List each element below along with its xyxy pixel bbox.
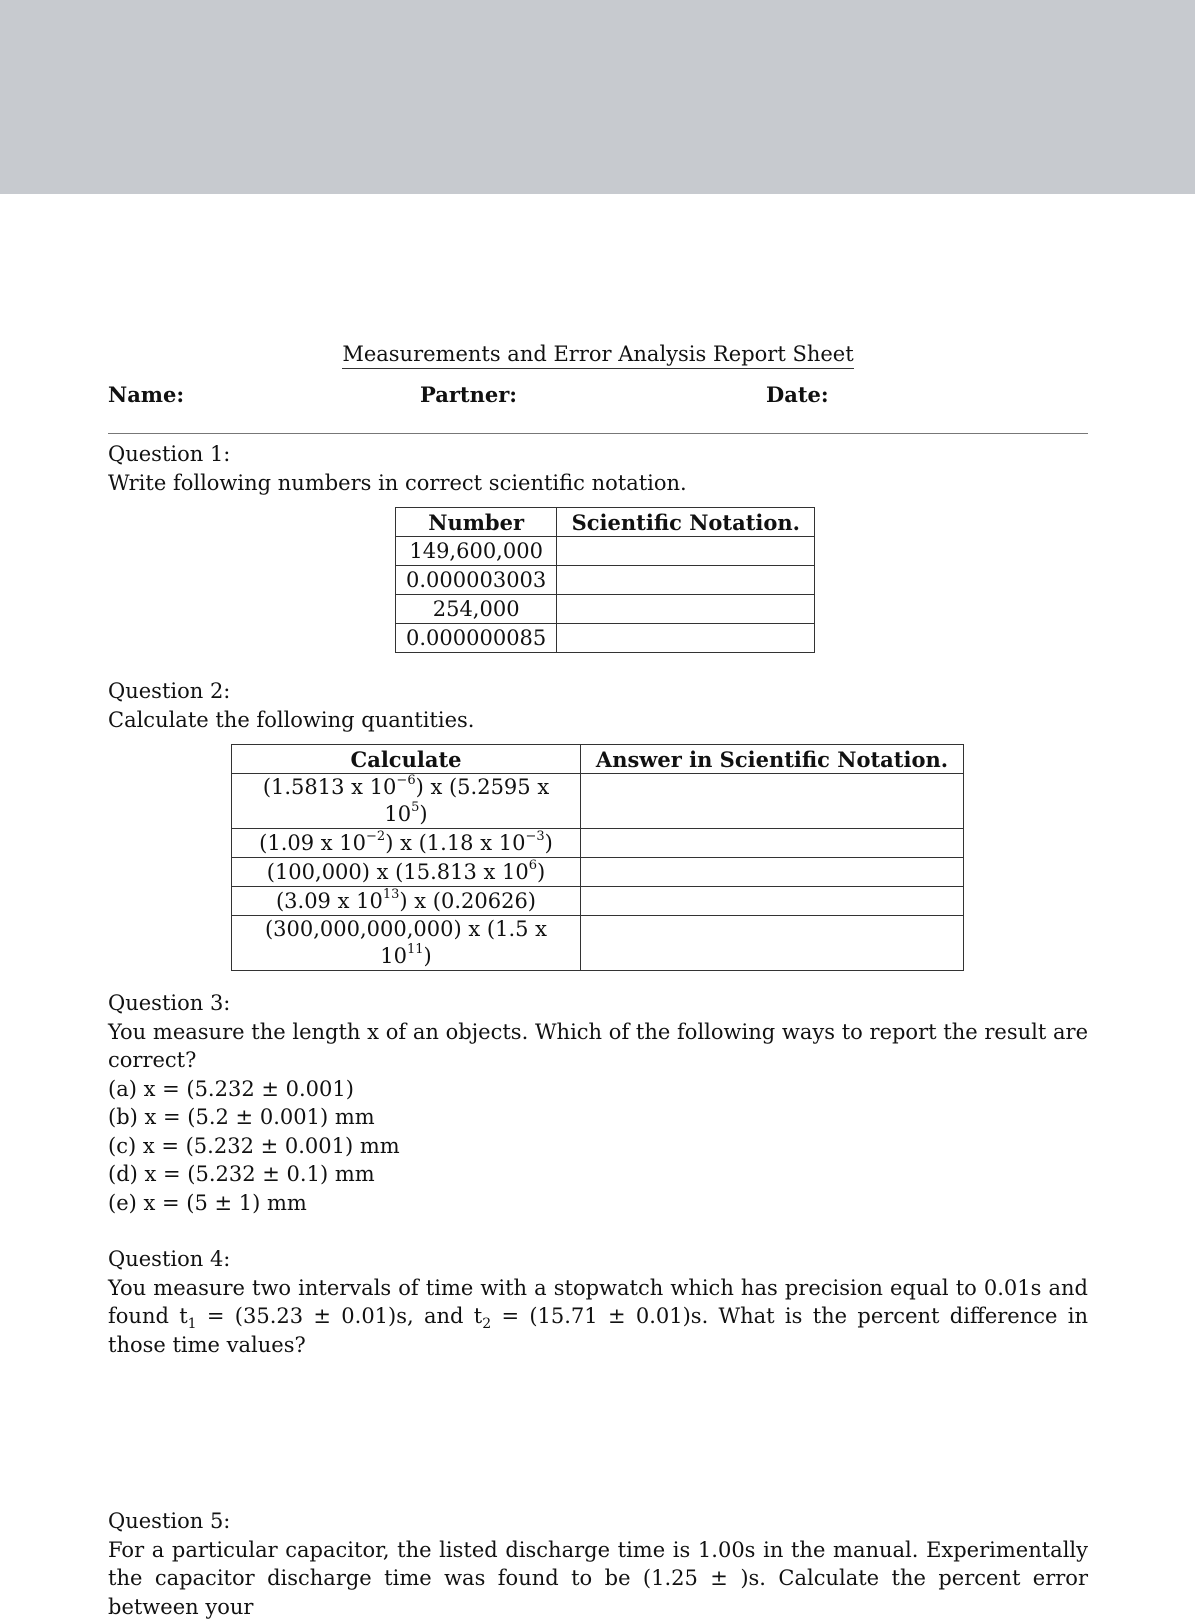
name-label: Name: [108, 381, 184, 410]
q4-text: You measure two intervals of time with a stopwatch which has precision equal to 0.01s and found $t_1 = (35.23 \pm 0.01)s$, and $t_2 = (15.71 \pm 0.01)s$. What is the percent difference in those time values? [108, 1274, 1088, 1360]
column-header-number: Number [396, 508, 557, 537]
top-gray-band [0, 0, 1195, 194]
number-cell: 0.000003003 [396, 566, 557, 595]
table-row [232, 887, 964, 916]
partner-label: Partner: [420, 381, 517, 410]
answer-cell [581, 774, 964, 829]
table-row [232, 829, 964, 858]
table-row [232, 858, 964, 887]
table-row [396, 595, 815, 624]
table-row [396, 624, 815, 653]
q3-option-e: (e) x = (5 ± 1) mm [108, 1189, 1088, 1218]
column-header-answer: Answer in Scientific Notation. [581, 745, 964, 774]
expression-cell: (300,000,000,000) x (1.5 x $10^{11}$) [232, 916, 581, 971]
answer-cell [581, 887, 964, 916]
page-title: Measurements and Error Analysis Report Sheet [108, 340, 1088, 369]
answer-cell [581, 829, 964, 858]
q3-prompt: You measure the length x of an objects. Which of the following ways to report the result are correct? [108, 1018, 1088, 1075]
table-row [232, 916, 964, 971]
table-header-row [396, 508, 815, 537]
q1-prompt: Write following numbers in correct scientific notation. [108, 469, 1088, 498]
q3-option-a: (a) x = (5.232 ± 0.001) [108, 1075, 1088, 1104]
expression-cell: (1.5813 x $10^{-6}$) x (5.2595 x $10^5$) [232, 774, 581, 829]
date-label: Date: [766, 381, 829, 410]
q1-heading: Question 1: [108, 440, 1088, 469]
q4-heading: Question 4: [108, 1245, 1088, 1274]
q5-text: For a particular capacitor, the listed discharge time is 1.00s in the manual. Experimentally the capacitor discharge time was found to be (1.25 ± )s. Calculate the percent error between your [108, 1536, 1088, 1621]
table-row [396, 537, 815, 566]
answer-cell [557, 537, 815, 566]
q3-option-d: (d) x = (5.232 ± 0.1) mm [108, 1160, 1088, 1189]
column-header-calculate: Calculate [232, 745, 581, 774]
table-header-row [232, 745, 964, 774]
header-fields [108, 381, 1088, 415]
table-row [396, 566, 815, 595]
answer-cell [581, 916, 964, 971]
q2-table [231, 744, 964, 971]
number-cell: 0.000000085 [396, 624, 557, 653]
number-cell: 254,000 [396, 595, 557, 624]
column-header-scientific: Scientific Notation. [557, 508, 815, 537]
answer-cell [557, 624, 815, 653]
expression-cell: (100,000) x (15.813 x $10^6$) [232, 858, 581, 887]
q1-table [395, 507, 815, 653]
answer-cell [557, 566, 815, 595]
answer-cell [557, 595, 815, 624]
expression-cell: (3.09 x $10^{13}$) x (0.20626) [232, 887, 581, 916]
answer-cell [581, 858, 964, 887]
q2-heading: Question 2: [108, 677, 1088, 706]
q3-option-b: (b) x = (5.2 ± 0.001) mm [108, 1103, 1088, 1132]
report-sheet [108, 340, 1088, 1621]
q5-heading: Question 5: [108, 1507, 1088, 1536]
q2-prompt: Calculate the following quantities. [108, 706, 1088, 735]
table-row [232, 774, 964, 829]
q3-heading: Question 3: [108, 989, 1088, 1018]
expression-cell: (1.09 x $10^{-2}$) x (1.18 x $10^{-3}$) [232, 829, 581, 858]
number-cell: 149,600,000 [396, 537, 557, 566]
q3-option-c: (c) x = (5.232 ± 0.001) mm [108, 1132, 1088, 1161]
header-divider [108, 433, 1088, 434]
